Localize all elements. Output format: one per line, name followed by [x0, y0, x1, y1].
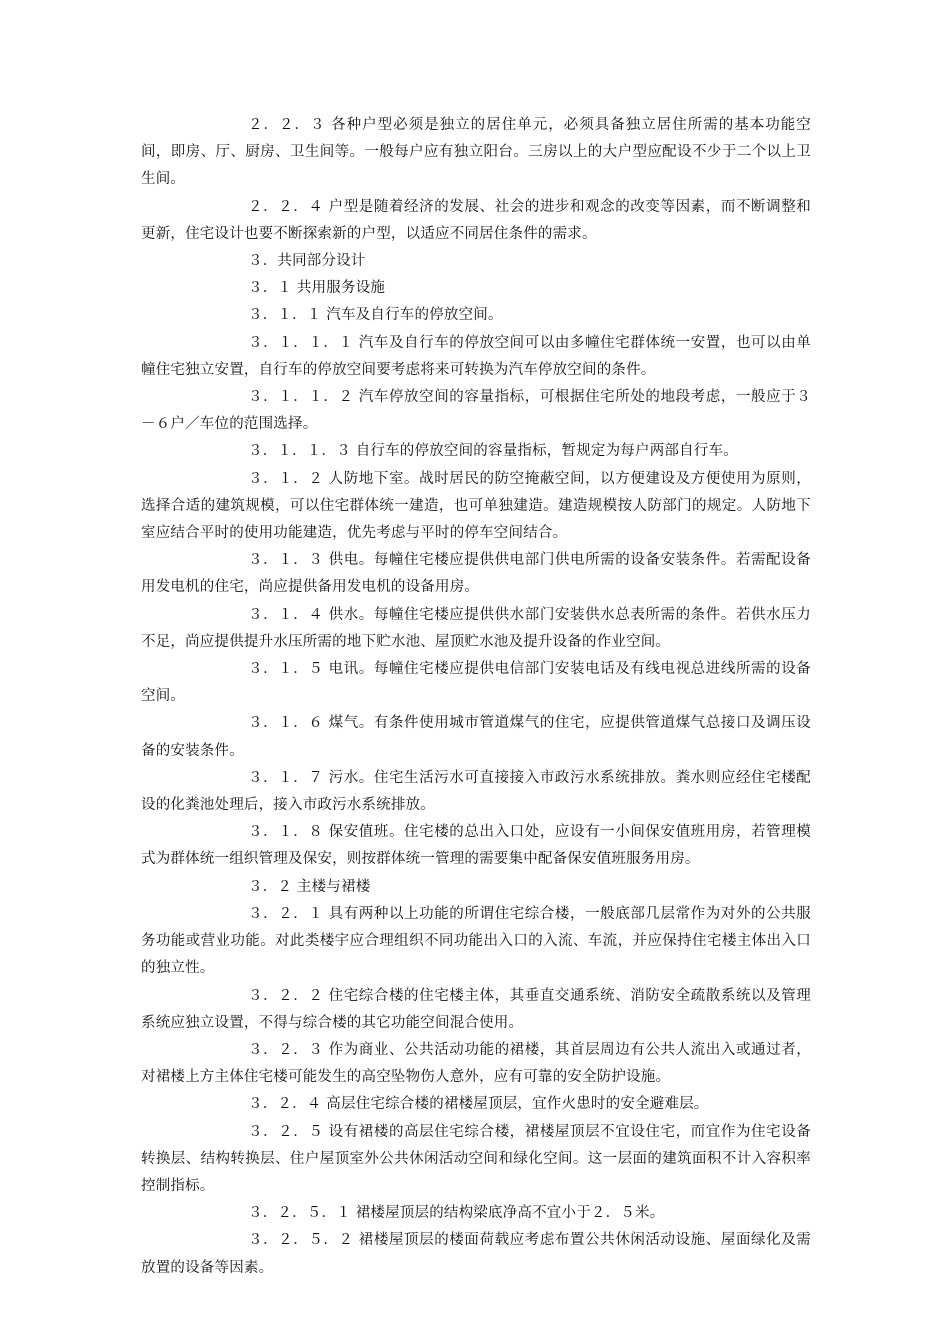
paragraph-3-2-2: ３．２．２ 住宅综合楼的住宅楼主体，其垂直交通系统、消防安全疏散系统以及管理系统应独立设置，不得与综合楼的其它功能空间混合使用。	[141, 987, 811, 1031]
paragraph-3-2-3: ３．２．３ 作为商业、公共活动功能的裙楼，其首层周边有公共人流出入或通过者，对裙楼上方主体住宅楼可能发生的高空坠物伤人意外，应有可靠的安全防护设施。	[141, 1041, 811, 1086]
paragraph-3-1-6: ３．１．６ 煤气。有条件使用城市管道煤气的住宅，应提供管道煤气总接口及调压设备的安装条件。	[141, 715, 811, 759]
paragraph-3-1-1: ３．１．１ 汽车及自行车的停放空间。	[248, 307, 503, 324]
section-heading-3: ３．共同部分设计	[248, 253, 366, 270]
paragraph-3-1-1-3: ３．１．１．３ 自行车的停放空间的容量指标，暂规定为每户两部自行车。	[248, 443, 738, 460]
paragraph-3-2-5: ３．２．５ 设有裙楼的高层住宅综合楼，裙楼屋顶层不宜设住宅，而宜作为住宅设备转换层、结构转换层、住户屋顶室外公共休闲活动空间和绿化空间。这一层面的建筑面积不计入容积率控制指标。	[141, 1123, 811, 1194]
paragraph-3-2-4: ３．２．４ 高层住宅综合楼的裙楼屋顶层，宜作火患时的安全避难层。	[248, 1096, 709, 1113]
paragraph-3-2-5-2: ３．２．５．２ 裙楼屋顶层的楼面荷载应考虑布置公共休闲活动设施、屋面绿化及需放置的设备等因素。	[141, 1232, 811, 1276]
section-heading-3-1: ３．１ 共用服务设施	[248, 280, 386, 297]
paragraph-3-1-4: ３．１．４ 供水。每幢住宅楼应提供供水部门安装供水总表所需的条件。若供水压力不足，尚应提供提升水压所需的地下贮水池、屋顶贮水池及提升设备的作业空间。	[141, 606, 811, 650]
paragraph-3-1-5: ３．１．５ 电讯。每幢住宅楼应提供电信部门安装电话及有线电视总进线所需的设备空间。	[141, 661, 811, 705]
paragraph-3-1-1-2: ３．１．１．２ 汽车停放空间的容量指标，可根据住宅所处的地段考虑，一般应于３－６户／车位的范围选择。	[141, 389, 811, 433]
paragraph-3-1-8: ３．１．８ 保安值班。住宅楼的总出入口处，应设有一小间保安值班用房，若管理模式为群体统一组织管理及保安，则按群体统一管理的需要集中配备保安值班服务用房。	[141, 824, 811, 868]
section-heading-3-2: ３．２ 主楼与裙楼	[248, 878, 371, 895]
paragraph-3-1-2: ３．１．２ 人防地下室。战时居民的防空掩蔽空间，以方便建设及方便使用为原则，选择合适的建筑规模，可以住宅群体统一建造，也可单独建造。建造规模按人防部门的规定。人防地下室应结合平时的使用功能建造，优先考虑与平时的停车空间结合。	[141, 470, 811, 542]
document-page	[141, 112, 811, 1282]
paragraph-3-2-5-1: ３．２．５．１ 裙楼屋顶层的结构梁底净高不宜小于２．５米。	[248, 1205, 665, 1222]
paragraph-3-1-7: ３．１．７ 污水。住宅生活污水可直接接入市政污水系统排放。粪水则应经住宅楼配设的化粪池处理后，接入市政污水系统排放。	[141, 769, 811, 814]
paragraph-3-1-1-1: ３．１．１．１ 汽车及自行车的停放空间可以由多幢住宅群体统一安置，也可以由单幢住宅独立安置，自行车的停放空间要考虑将来可转换为汽车停放空间的条件。	[141, 334, 811, 378]
paragraph-2-2-3: ２．２．３ 各种户型必须是独立的居住单元，必须具备独立居住所需的基本功能空间，即房、厅、厨房、卫生间等。一般每户应有独立阳台。三房以上的大户型应配设不少于二个以上卫生间。	[141, 117, 811, 188]
paragraph-2-2-4: ２．２．４ 户型是随着经济的发展、社会的进步和观念的改变等因素，而不断调整和更新，住宅设计也要不断探索新的户型，以适应不同居住条件的需求。	[141, 198, 811, 242]
paragraph-3-1-3: ３．１．３ 供电。每幢住宅楼应提供供电部门供电所需的设备安装条件。若需配设备用发电机的住宅，尚应提供备用发电机的设备用房。	[141, 552, 811, 596]
paragraph-3-2-1: ３．２．１ 具有两种以上功能的所谓住宅综合楼，一般底部几层常作为对外的公共服务功能或营业功能。对此类楼宇应合理组织不同功能出入口的入流、车流，并应保持住宅楼主体出入口的独立性。	[141, 905, 811, 977]
